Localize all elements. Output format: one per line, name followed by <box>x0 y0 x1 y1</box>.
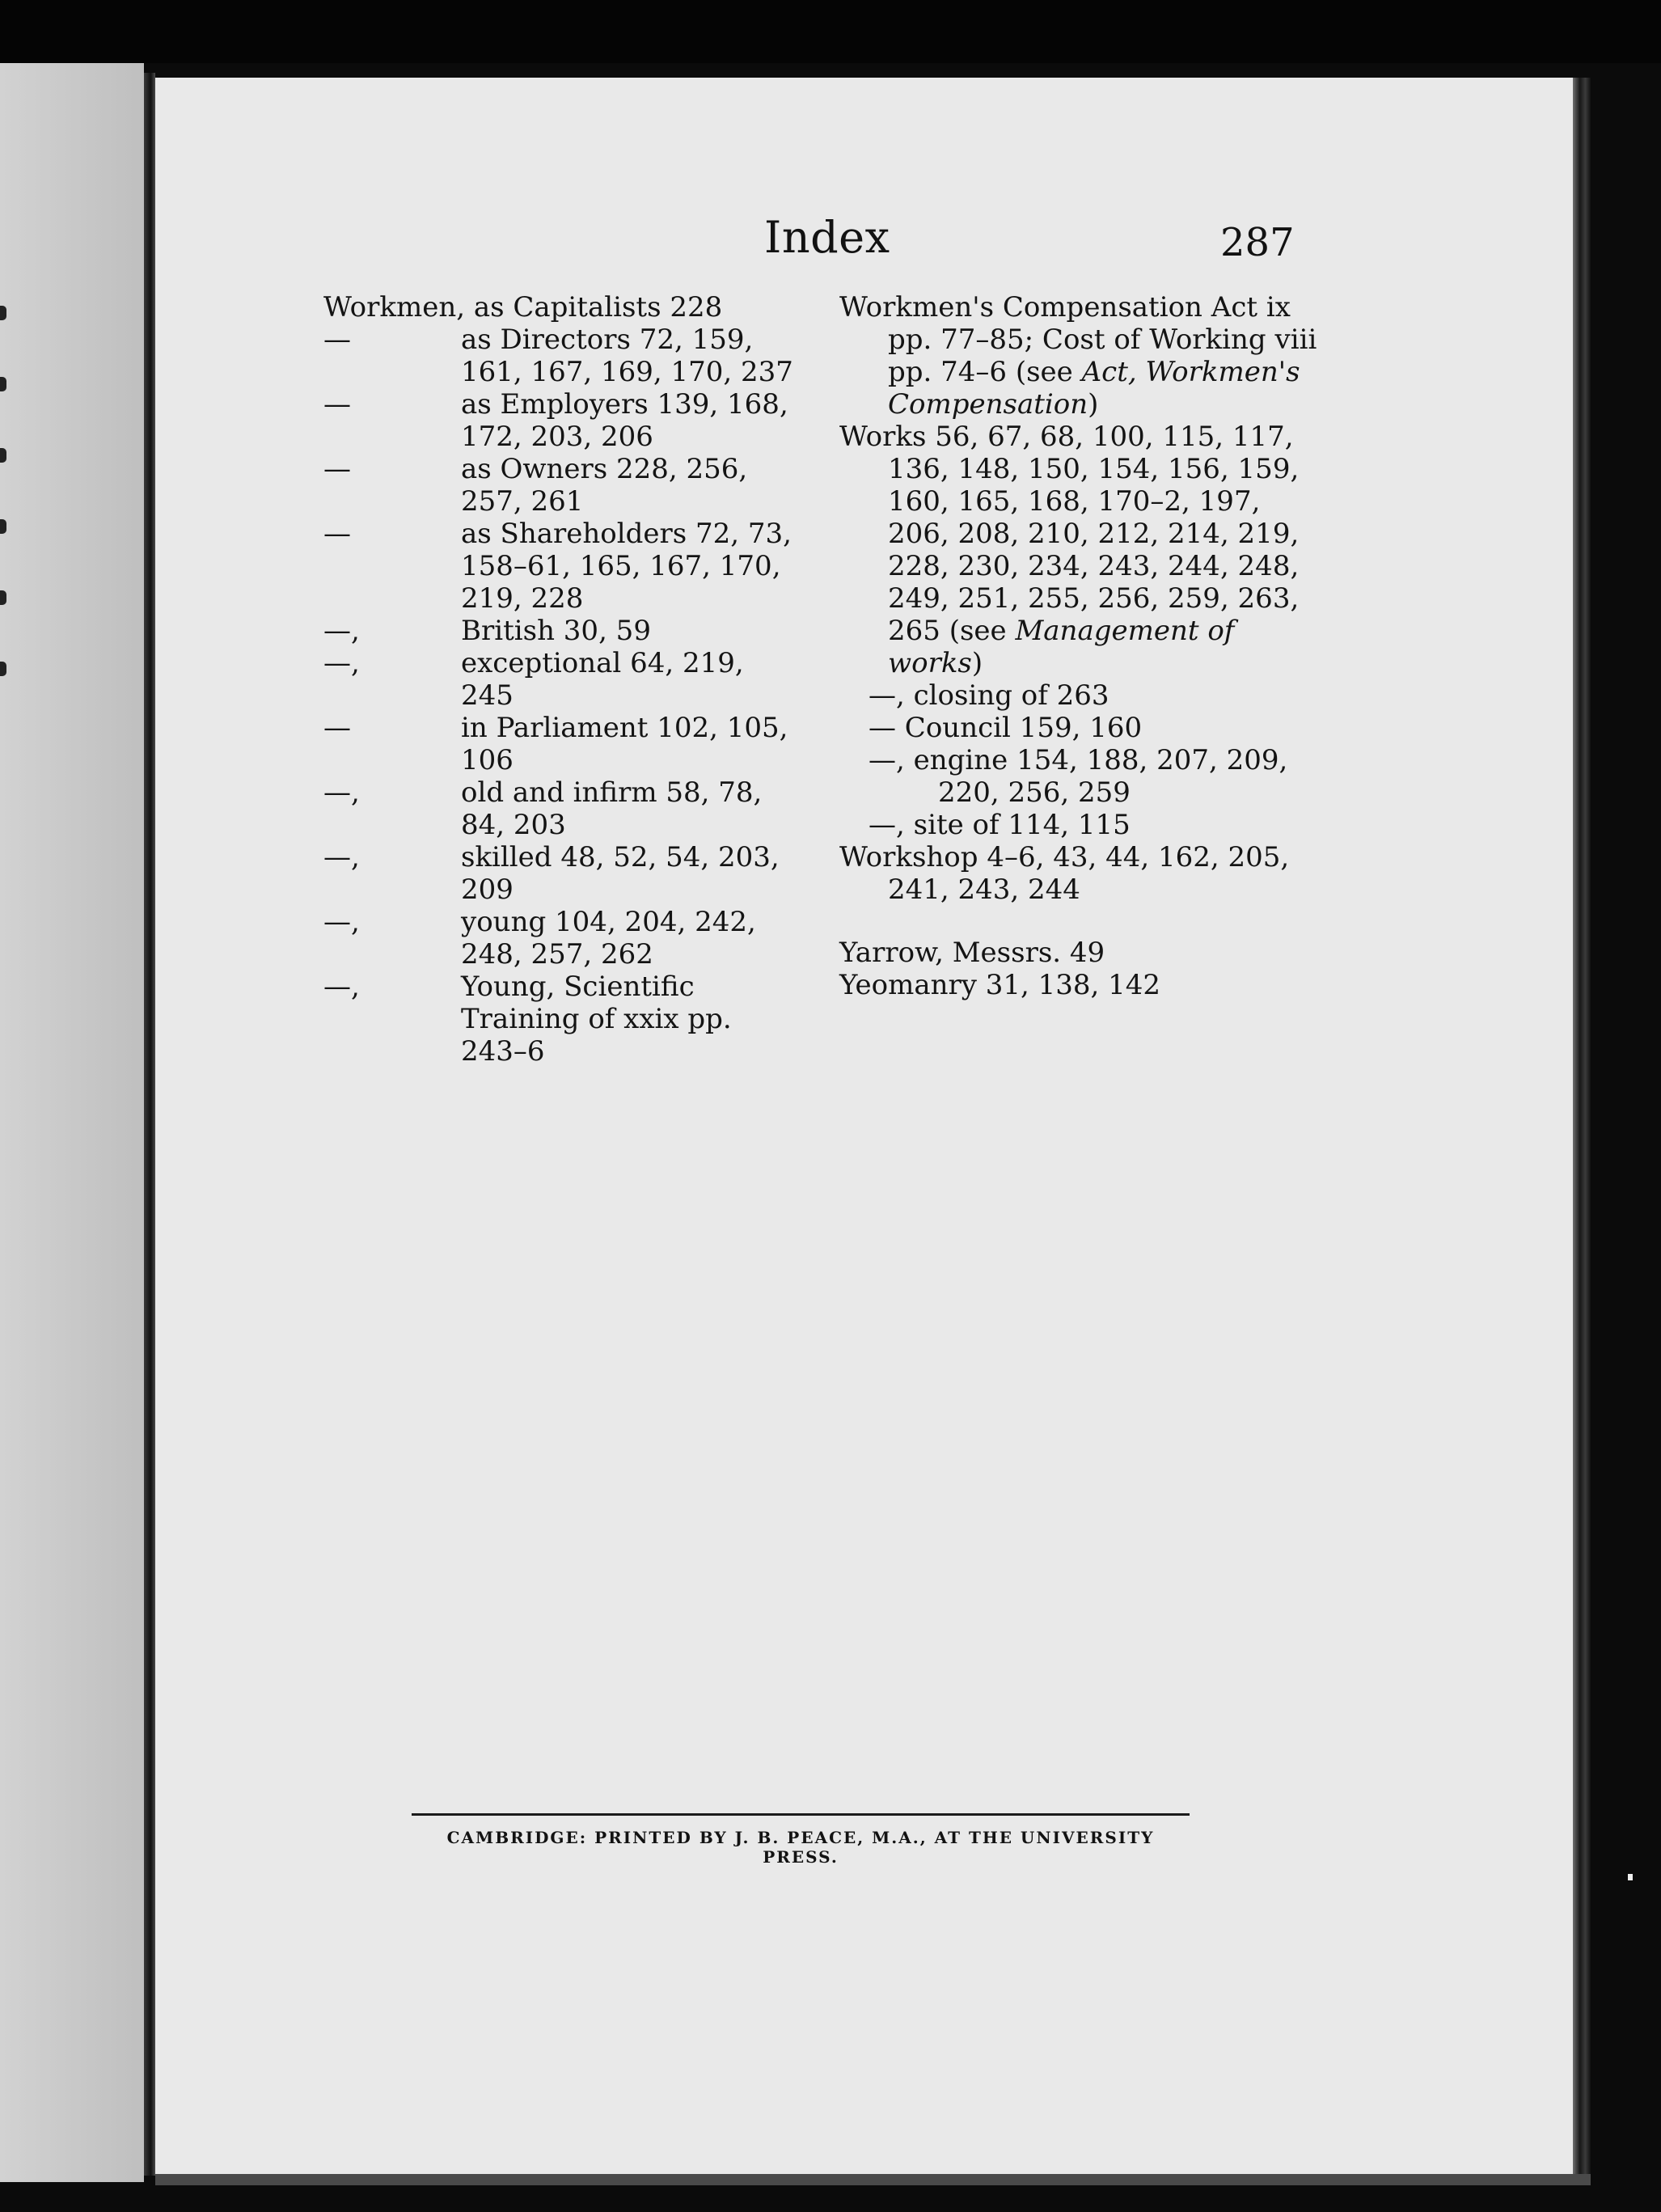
index-column-left <box>323 291 802 1068</box>
index-entry <box>323 324 802 388</box>
index-entry <box>323 712 802 776</box>
ditto-marker: — <box>323 712 351 744</box>
entry-text: as Shareholders 72, 73, 158–61, 165, 167, 170, 219, 228 <box>461 518 792 615</box>
ditto-marker: — <box>323 518 351 550</box>
ditto-marker: — <box>323 388 351 421</box>
cross-reference: Management of works <box>888 615 1235 679</box>
index-entry <box>323 388 802 453</box>
page-number: 287 <box>1220 220 1295 265</box>
index-entry <box>323 647 802 712</box>
ditto-marker: —, <box>323 776 360 809</box>
page-right-edge <box>1573 78 1591 2174</box>
ditto-marker: —, <box>323 906 360 938</box>
entry-text: old and infirm 58, 78, 84, 203 <box>461 776 763 841</box>
facing-page-edge <box>0 63 144 2182</box>
page-edge-mark <box>0 377 6 391</box>
printer-imprint: CAMBRIDGE: PRINTED BY J. B. PEACE, M.A., AT THE UNIVERSITY PRESS. <box>446 1828 1155 1867</box>
entry-text: skilled 48, 52, 54, 203, 209 <box>461 841 780 906</box>
entry-text: young 104, 204, 242, 248, 257, 262 <box>461 906 756 971</box>
index-subentry: — Council 159, 160 <box>869 712 1143 744</box>
entry-text: as Employers 139, 168, 172, 203, 206 <box>461 388 788 453</box>
ditto-marker: —, <box>323 615 360 647</box>
cross-reference: Act, Workmen's Compensation <box>888 356 1300 421</box>
index-subentry: —, engine 154, 188, 207, 209, 220, 256, 259 <box>869 744 1288 809</box>
index-entry: Yeomanry 31, 138, 142 <box>839 969 1161 1001</box>
page-edge-mark <box>0 519 6 534</box>
letter-section-gap <box>839 906 1329 937</box>
page-edge-mark <box>0 306 6 320</box>
scan-top-border <box>0 0 1661 63</box>
index-entry-compensation <box>839 291 1329 421</box>
entry-text: as Owners 228, 256, 257, 261 <box>461 453 748 518</box>
page-edge-mark <box>0 448 6 463</box>
entry-text: in Parliament 102, 105, 106 <box>461 712 788 776</box>
entry-close: ) <box>971 647 983 679</box>
page-edge-mark <box>0 662 6 676</box>
ditto-marker: — <box>323 453 351 485</box>
entry-text: Works 56, 67, 68, 100, 115, 117, 136, 148, 150, 154, 156, 159, 160, 165, 168, 170–2, 197, 206, 208, 210, 212, 214, 219, 228, 230, 234, 243, 244, 248, 249, 251, 255, 256, 259, 263, 265 (see <box>839 421 1300 647</box>
index-entry: Yarrow, Messrs. 49 <box>839 937 1105 969</box>
index-subentry: —, site of 114, 115 <box>869 809 1131 841</box>
index-entry-workshop: Workshop 4–6, 43, 44, 162, 205, 241, 243, 244 <box>839 841 1290 906</box>
ditto-marker: —, <box>323 647 360 679</box>
page-edge-mark <box>0 590 6 605</box>
index-entry <box>323 291 802 324</box>
entry-close: ) <box>1088 388 1099 421</box>
page-title: Index <box>764 212 890 263</box>
entry-text: exceptional 64, 219, 245 <box>461 647 744 712</box>
entry-text: as Directors 72, 159, 161, 167, 169, 170, 237 <box>461 324 793 388</box>
index-column-right <box>839 291 1329 1001</box>
index-subentry: —, closing of 263 <box>869 679 1109 712</box>
entry-text: as Capitalists 228 <box>473 291 723 324</box>
index-entry <box>323 841 802 906</box>
entry-text: Young, Scientific Training of xxix pp. 243–6 <box>461 971 732 1068</box>
entry-text: British 30, 59 <box>461 615 651 647</box>
index-entry <box>323 971 802 1068</box>
page-bottom-edge <box>155 2174 1591 2185</box>
index-entry <box>323 906 802 971</box>
entry-heading: Workmen, <box>323 291 466 324</box>
scan-speck <box>1628 1874 1633 1880</box>
entry-text: Workmen's Compensation Act ix pp. 77–85; Cost of Working viii pp. 74–6 (see <box>839 291 1317 388</box>
ditto-marker: —, <box>323 841 360 873</box>
index-entry <box>323 615 802 647</box>
index-entry <box>323 453 802 518</box>
index-entry-works <box>839 421 1329 679</box>
ditto-marker: —, <box>323 971 360 1003</box>
index-entry <box>323 776 802 841</box>
footer-rule <box>412 1813 1190 1816</box>
ditto-marker: — <box>323 324 351 356</box>
index-entry <box>323 518 802 615</box>
book-spine <box>144 73 155 2176</box>
